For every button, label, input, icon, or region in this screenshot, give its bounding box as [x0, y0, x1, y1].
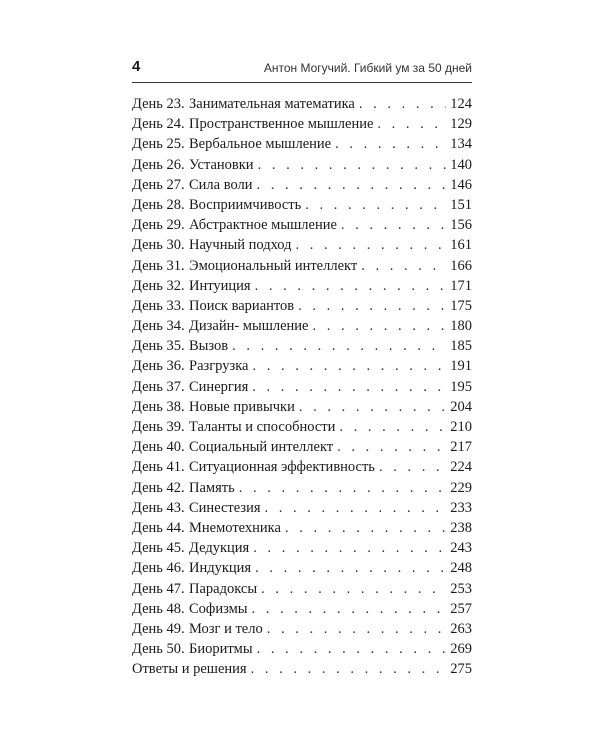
- running-head: Антон Могучий. Гибкий ум за 50 дней: [263, 61, 472, 75]
- toc-dot-leader: [361, 258, 446, 275]
- toc-dot-leader: [377, 116, 446, 133]
- toc-entry: [132, 459, 472, 479]
- toc-dot-leader: [257, 177, 447, 194]
- toc-day-label: День 28.: [132, 196, 185, 213]
- toc-chapter-title: Научный подход: [189, 237, 292, 254]
- toc-chapter-title: Восприимчивость: [189, 196, 302, 213]
- toc-chapter-title: Парадоксы: [189, 580, 258, 597]
- toc-dot-leader: [285, 520, 446, 537]
- toc-page-number: 156: [450, 217, 472, 234]
- toc-page-number: 253: [450, 580, 472, 597]
- toc-page-number: 233: [450, 499, 472, 516]
- toc-entry: [132, 500, 472, 520]
- toc-page-number: 243: [450, 540, 472, 557]
- toc-dot-leader: [257, 641, 447, 658]
- toc-entry: [132, 399, 472, 419]
- toc-chapter-title: Разгрузка: [189, 358, 249, 375]
- toc-dot-leader: [255, 560, 446, 577]
- toc-day-label: День 31.: [132, 257, 185, 274]
- toc-page-number: 191: [450, 358, 472, 375]
- toc-page-number: 275: [450, 661, 472, 678]
- toc-entry: [132, 419, 472, 439]
- toc-dot-leader: [261, 581, 446, 598]
- toc-dot-leader: [299, 399, 446, 416]
- toc-entry: [132, 520, 472, 540]
- toc-chapter-title: Индукция: [189, 560, 252, 577]
- toc-entry: [132, 116, 472, 136]
- toc-day-label: День 42.: [132, 479, 185, 496]
- toc-page-number: 161: [450, 237, 472, 254]
- toc-page-number: 151: [450, 196, 472, 213]
- toc-entry: [132, 358, 472, 378]
- toc-chapter-title: Социальный интеллект: [189, 439, 334, 456]
- toc-day-label: День 49.: [132, 620, 185, 637]
- toc-entry: [132, 177, 472, 197]
- toc-dot-leader: [295, 237, 446, 254]
- toc-chapter-title: Мозг и тело: [189, 620, 263, 637]
- toc-day-label: День 45.: [132, 540, 185, 557]
- toc-day-label: День 30.: [132, 237, 185, 254]
- toc-entry: [132, 621, 472, 641]
- toc-entry: [132, 136, 472, 156]
- toc-chapter-title: Эмоциональный интеллект: [189, 257, 358, 274]
- toc-dot-leader: [337, 439, 446, 456]
- toc-entry: [132, 560, 472, 580]
- toc-page-number: 263: [450, 620, 472, 637]
- toc-dot-leader: [253, 540, 446, 557]
- toc-entry: [132, 237, 472, 257]
- toc-entry: [132, 278, 472, 298]
- toc-dot-leader: [341, 217, 446, 234]
- toc-page-number: 257: [450, 600, 472, 617]
- toc-day-label: День 27.: [132, 176, 185, 193]
- toc-day-label: День 44.: [132, 519, 185, 536]
- toc-page-number: 180: [450, 318, 472, 335]
- toc-entry: [132, 96, 472, 116]
- toc-chapter-title: Синергия: [189, 378, 249, 395]
- toc-day-label: День 41.: [132, 459, 185, 476]
- toc-day-label: День 32.: [132, 277, 185, 294]
- toc-chapter-title: Дедукция: [189, 540, 250, 557]
- toc-dot-leader: [255, 278, 447, 295]
- toc-entry: [132, 480, 472, 500]
- toc-entry: [132, 157, 472, 177]
- toc-dot-leader: [252, 358, 446, 375]
- toc-day-label: День 43.: [132, 499, 185, 516]
- toc-entry: [132, 217, 472, 237]
- toc-dot-leader: [239, 480, 447, 497]
- toc-dot-leader: [258, 157, 447, 174]
- toc-day-label: День 35.: [132, 338, 185, 355]
- toc-dot-leader: [379, 459, 446, 476]
- toc-chapter-title: Таланты и способности: [189, 419, 336, 435]
- toc-chapter-title: Синестезия: [189, 499, 261, 516]
- toc-entry: [132, 439, 472, 459]
- toc-chapter-title: Ответы и решения: [132, 661, 247, 678]
- toc-day-label: День 24.: [132, 116, 185, 133]
- toc-dot-leader: [335, 136, 446, 153]
- toc-chapter-title: Занимательная математика: [189, 96, 355, 112]
- toc-page-number: 140: [450, 156, 472, 173]
- toc-chapter-title: Вербальное мышление: [189, 136, 332, 153]
- toc-entry: [132, 641, 472, 661]
- toc-day-label: День 48.: [132, 600, 185, 617]
- toc-chapter-title: Мнемотехника: [189, 519, 281, 536]
- toc-entry: [132, 540, 472, 560]
- toc-chapter-title: Дизайн- мышление: [189, 318, 309, 335]
- toc-day-label: День 33.: [132, 297, 185, 314]
- toc-chapter-title: Вызов: [189, 338, 229, 355]
- toc-entry: [132, 379, 472, 399]
- toc-page-number: 229: [450, 479, 472, 496]
- toc-day-label: День 38.: [132, 398, 185, 415]
- toc-page-number: 195: [450, 378, 472, 395]
- toc-chapter-title: Абстрактное мышление: [189, 217, 337, 234]
- toc-day-label: День 34.: [132, 318, 185, 335]
- toc-entry: [132, 197, 472, 217]
- toc-page-number: 238: [450, 519, 472, 536]
- toc-entry: [132, 298, 472, 318]
- table-of-contents: [132, 96, 472, 681]
- toc-page-number: 185: [450, 338, 472, 355]
- toc-chapter-title: Интуиция: [189, 277, 251, 294]
- page-header: [132, 58, 472, 75]
- toc-entry: [132, 258, 472, 278]
- toc-dot-leader: [265, 500, 447, 517]
- toc-chapter-title: Сила воли: [189, 176, 253, 193]
- toc-page-number: 217: [450, 439, 472, 456]
- toc-dot-leader: [313, 318, 447, 335]
- toc-dot-leader: [359, 96, 446, 113]
- toc-day-label: День 39.: [132, 419, 185, 435]
- toc-dot-leader: [298, 298, 446, 315]
- toc-entry: [132, 601, 472, 621]
- toc-page-number: 171: [450, 277, 472, 294]
- page-number: 4: [132, 58, 141, 75]
- toc-dot-leader: [339, 419, 446, 436]
- toc-page-number: 134: [450, 136, 472, 153]
- toc-page-number: 124: [450, 96, 472, 112]
- toc-day-label: День 26.: [132, 156, 185, 173]
- toc-page-number: 166: [450, 257, 472, 274]
- toc-day-label: День 37.: [132, 378, 185, 395]
- toc-day-label: День 50.: [132, 641, 185, 658]
- toc-entry: [132, 318, 472, 338]
- toc-dot-leader: [267, 621, 447, 638]
- toc-entry: [132, 661, 472, 681]
- toc-day-label: День 46.: [132, 560, 185, 577]
- toc-page-number: 129: [450, 116, 472, 133]
- toc-entry: [132, 338, 472, 358]
- toc-page-number: 210: [450, 419, 472, 435]
- toc-chapter-title: Софизмы: [189, 600, 248, 617]
- toc-page-number: 269: [450, 641, 472, 658]
- toc-page-number: 175: [450, 297, 472, 314]
- toc-entry: [132, 581, 472, 601]
- toc-dot-leader: [305, 197, 446, 214]
- toc-day-label: День 40.: [132, 439, 185, 456]
- toc-page-number: 248: [450, 560, 472, 577]
- toc-chapter-title: Ситуационная эффективность: [189, 459, 375, 476]
- toc-chapter-title: Память: [189, 479, 235, 496]
- toc-dot-leader: [232, 338, 446, 355]
- toc-page-number: 224: [450, 459, 472, 476]
- toc-chapter-title: Пространственное мышление: [189, 116, 374, 133]
- toc-chapter-title: Новые привычки: [189, 398, 295, 415]
- toc-day-label: День 36.: [132, 358, 185, 375]
- toc-chapter-title: Поиск вариантов: [189, 297, 295, 314]
- toc-dot-leader: [252, 379, 446, 396]
- toc-page-number: 146: [450, 176, 472, 193]
- toc-page-number: 204: [450, 398, 472, 415]
- toc-dot-leader: [251, 661, 447, 678]
- toc-dot-leader: [252, 601, 447, 618]
- toc-day-label: День 25.: [132, 136, 185, 153]
- header-divider: [132, 82, 472, 83]
- toc-day-label: День 23.: [132, 96, 185, 112]
- toc-chapter-title: Установки: [189, 156, 254, 173]
- toc-day-label: День 47.: [132, 580, 185, 597]
- toc-day-label: День 29.: [132, 217, 185, 234]
- toc-chapter-title: Биоритмы: [189, 641, 253, 658]
